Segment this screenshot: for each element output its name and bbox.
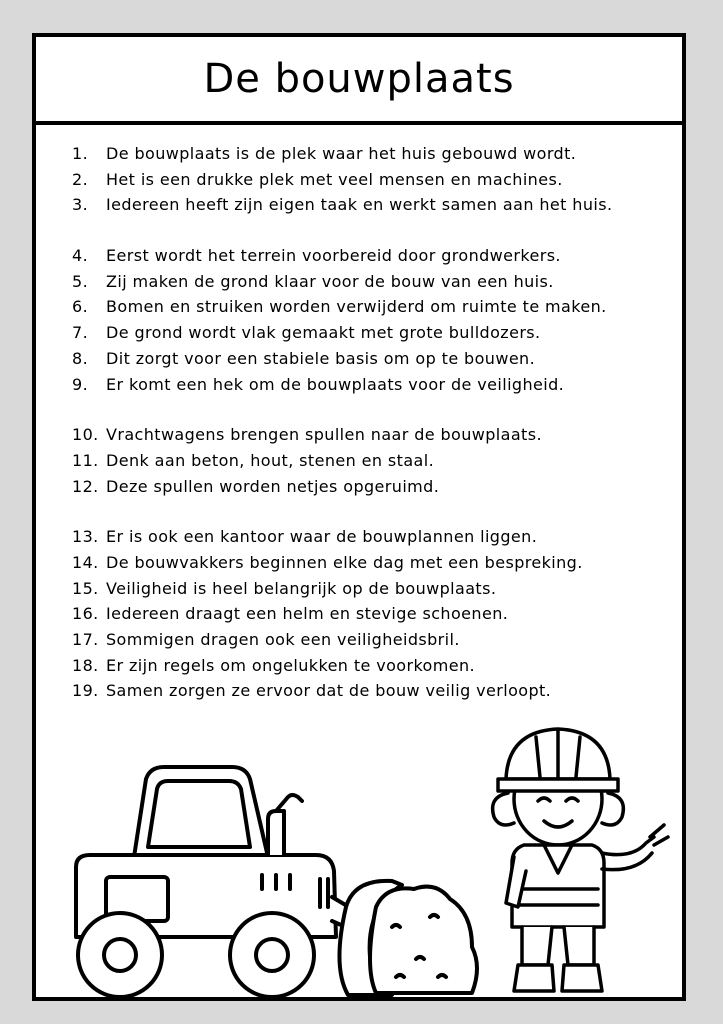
line-number: 1. (72, 144, 89, 163)
line-text: Zij maken de grond klaar voor de bouw van een huis. (106, 271, 554, 291)
line-number: 9. (72, 374, 89, 394)
line-number: 14. (72, 552, 99, 572)
line-text: Iedereen heeft zijn eigen taak en werkt samen aan het huis. (106, 195, 613, 215)
line-number: 18. (72, 655, 99, 675)
line-text: Er is ook een kantoor waar de bouwplannen liggen. (106, 527, 538, 547)
line-text: Dit zorgt voor een stabiele basis om op te bouwen. (106, 348, 536, 368)
line-text: Eerst wordt het terrein voorbereid door grondwerkers. (106, 246, 561, 266)
line-text: Iedereen draagt een helm en stevige schoenen. (106, 604, 509, 624)
line-number: 10. (72, 425, 99, 445)
line-number: 7. (72, 323, 89, 343)
line-number: 12. (72, 476, 99, 496)
line-text: Er zijn regels om ongelukken te voorkomen. (106, 655, 476, 675)
line-text: De bouwvakkers beginnen elke dag met een bespreking. (106, 552, 583, 572)
line-text: Het is een drukke plek met veel mensen en machines. (106, 169, 563, 189)
line-number: 17. (72, 630, 99, 649)
line-text: Veiligheid is heel belangrijk op de bouwplaats. (106, 578, 497, 598)
line-number: 2. (72, 169, 89, 189)
line-text: Bomen en struiken worden verwijderd om ruimte te maken. (106, 297, 607, 317)
line-number: 15. (72, 578, 99, 598)
line-text: De bouwplaats is de plek waar het huis gebouwd wordt. (106, 144, 577, 163)
line-number: 4. (72, 246, 89, 266)
line-number: 8. (72, 348, 89, 368)
page-title: De bouwplaats (203, 56, 515, 102)
line-text: Denk aan beton, hout, stenen en staal. (106, 450, 435, 470)
line-number: 13. (72, 527, 99, 547)
construction-worker-icon (36, 37, 682, 997)
line-text: Sommigen dragen ook een veiligheidsbril. (106, 630, 460, 649)
line-number: 16. (72, 604, 99, 624)
line-number: 19. (72, 681, 99, 701)
line-text: Samen zorgen ze ervoor dat de bouw veilig verloopt. (106, 681, 552, 701)
worksheet (32, 33, 686, 1001)
line-text: Vrachtwagens brengen spullen naar de bouwplaats. (106, 425, 542, 445)
line-number: 3. (72, 195, 89, 215)
line-text: De grond wordt vlak gemaakt met grote bulldozers. (106, 323, 541, 343)
line-text: Deze spullen worden netjes opgeruimd. (106, 476, 440, 496)
line-number: 11. (72, 450, 99, 470)
line-number: 6. (72, 297, 89, 317)
line-text: Er komt een hek om de bouwplaats voor de veiligheid. (106, 374, 565, 394)
line-number: 5. (72, 271, 89, 291)
